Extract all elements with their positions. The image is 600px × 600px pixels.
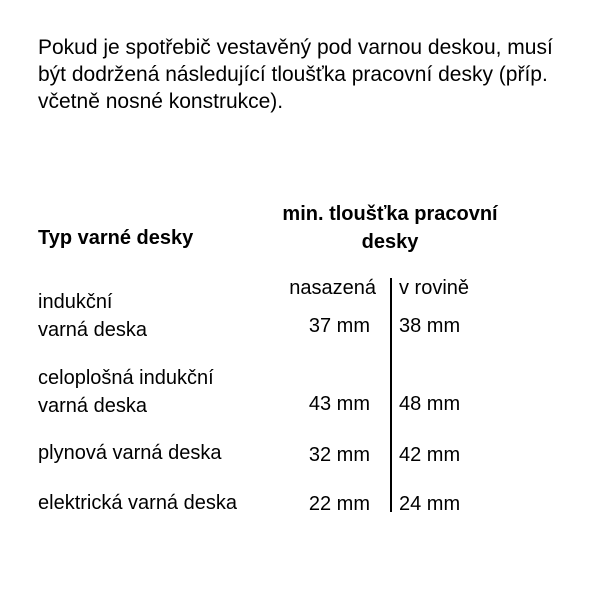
row-value-recessed-fullsurface: 43 mm [308,393,370,415]
row-value-flush-electric: 24 mm [399,493,461,515]
row-value-recessed-gas: 32 mm [308,444,370,466]
row-value-recessed-electric: 22 mm [308,493,370,515]
row-label-electric: elektrická varná deska [38,492,237,514]
row-value-flush-gas: 42 mm [399,444,461,466]
row-label-fullsurface-induction: celoplošná indukční varná deska [38,367,214,417]
row-label-gas: plynová varná deska [38,442,222,464]
column-divider [390,278,392,512]
type-column-heading: Typ varné desky [38,227,194,249]
intro-paragraph: Pokud je spotřebič vestavěný pod varnou deskou, musí být dodržená následující tloušťka pracovní desky (příp. včetně nosné konstrukce). [38,36,553,113]
thickness-column-heading: min. tloušťka pracovní desky [282,203,498,253]
row-label-induction: indukční varná deska [38,291,147,341]
row-value-flush-fullsurface: 48 mm [399,393,461,415]
flush-subheading: v rovině [399,277,470,299]
row-value-flush-induction: 38 mm [399,315,461,337]
recessed-subheading: nasazená [289,277,376,299]
row-value-recessed-induction: 37 mm [308,315,370,337]
